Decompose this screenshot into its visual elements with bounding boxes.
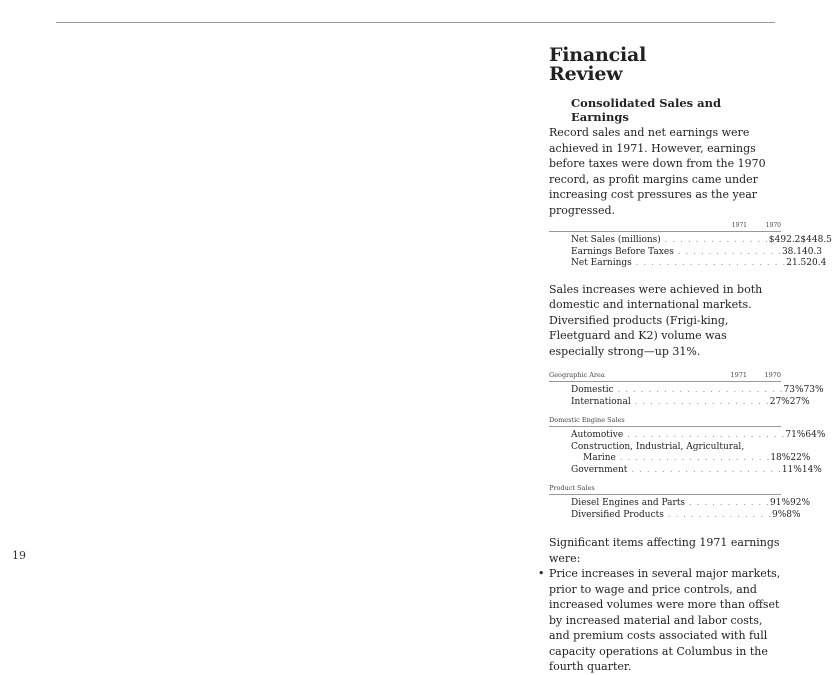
title-line-1: Financial (549, 44, 647, 66)
geo-header (549, 371, 781, 379)
value-1970: 20.4 (806, 258, 827, 268)
value-1971: 71% (785, 430, 806, 440)
value-1971: 73% (783, 385, 804, 395)
intro-paragraph: Record sales and net earnings were achieved in 1971. However, earnings before taxes were down from the 1970 record, as profit margins came under increasing cost pressures as the year progressed. (549, 126, 766, 217)
row-label: Government (571, 464, 628, 475)
row-label: Domestic (571, 385, 614, 395)
geo-year-1971: 1971 (730, 371, 747, 379)
leader-dots: . . . . . . . . . . . . . . . . . . . . . . (613, 385, 784, 395)
leader-dots: . . . . . . . . . . . . . . . . . . . . . (623, 430, 786, 440)
value-1971: 91% (770, 498, 791, 508)
row-label: Net Sales (millions) (571, 235, 661, 245)
top-rule (56, 22, 775, 23)
engine-divider (549, 426, 781, 427)
table-row (549, 396, 810, 409)
value-1970: 27% (789, 396, 810, 407)
value-1971: 21.5 (786, 258, 807, 268)
page-number: 19 (12, 549, 26, 562)
row-label: Net Earnings (571, 258, 632, 268)
earnings-year-1971: 1971 (731, 222, 747, 229)
value-1970: 40.3 (801, 246, 823, 257)
engine-heading: Domestic Engine Sales (549, 416, 625, 424)
table-row-continued (549, 442, 781, 454)
value-1971: 27% (769, 396, 790, 407)
table-row (549, 509, 801, 522)
value-1970: $448.5 (800, 235, 832, 245)
earnings-year-header (549, 222, 781, 229)
leader-dots: . . . . . . . . . . . . . . (660, 235, 769, 245)
value-1971: 18% (770, 453, 791, 463)
table-row (549, 258, 827, 270)
bullet-icon: • (538, 567, 545, 580)
leader-dots: . . . . . . . . . . . . . . . . . . . . (615, 453, 771, 463)
table-row (549, 453, 811, 465)
value-1971: 9% (771, 509, 787, 520)
row-label: Marine (583, 453, 616, 463)
earnings-divider (549, 231, 781, 232)
value-1970: 8% (786, 509, 801, 520)
sales-paragraph: Sales increases were achieved in both domestic and international markets. Diversified products (Frigi-king, Fleetguard and K2) volume was especially strong—up 31%. (549, 282, 763, 358)
page-title (549, 46, 781, 84)
value-1970: 64% (805, 430, 826, 440)
leader-dots: . . . . . . . . . . . . . . . . . . . . (631, 258, 787, 268)
table-row (549, 464, 822, 477)
value-1971: $492.2 (768, 235, 801, 245)
value-1970: 92% (790, 498, 811, 508)
product-heading: Product Sales (549, 484, 595, 492)
title-line-2: Review (549, 63, 623, 85)
value-1971: 38.1 (781, 246, 802, 257)
product-header (549, 484, 781, 492)
row-label: Diesel Engines and Parts (571, 498, 686, 508)
leader-dots: . . . . . . . . . . . . . . (673, 246, 782, 257)
table-row (549, 246, 823, 259)
geo-year-1970: 1970 (764, 371, 781, 379)
row-label: Earnings Before Taxes (571, 246, 674, 257)
items-intro: Significant items affecting 1971 earnings were: (549, 536, 780, 565)
earnings-year-1970: 1970 (765, 222, 781, 229)
table-row (549, 235, 832, 247)
geo-divider (549, 381, 781, 382)
geo-heading: Geographic Area (549, 371, 605, 379)
leader-dots: . . . . . . . . . . . (685, 498, 771, 508)
bullet-item (538, 566, 781, 675)
value-1970: 14% (801, 464, 822, 475)
table-row (549, 430, 826, 442)
leader-dots: . . . . . . . . . . . . . . . . . . (630, 396, 770, 407)
value-1970: 22% (790, 453, 811, 463)
table-row (549, 385, 824, 397)
row-label: Automotive (571, 430, 624, 440)
financial-review-column (538, 44, 832, 675)
table-row (549, 498, 811, 510)
value-1971: 11% (781, 464, 802, 475)
engine-header (549, 416, 781, 424)
value-1970: 73% (803, 385, 824, 395)
bullet-text: Price increases in several major markets, prior to wage and price controls, and increased volumes were more than offset by increased material and labor costs, and premium costs associated with full capacity operations at Columbus in the fourth quarter. (549, 567, 781, 673)
leader-dots: . . . . . . . . . . . . . . (663, 509, 772, 520)
row-label: Diversified Products (571, 509, 664, 520)
section-subhead: Consolidated Sales and Earnings (571, 96, 722, 124)
product-divider (549, 494, 781, 495)
row-label: International (571, 396, 631, 407)
leader-dots: . . . . . . . . . . . . . . . . . . . . (627, 464, 782, 475)
row-label-line-1: Construction, Industrial, Agricultural, (571, 441, 745, 452)
